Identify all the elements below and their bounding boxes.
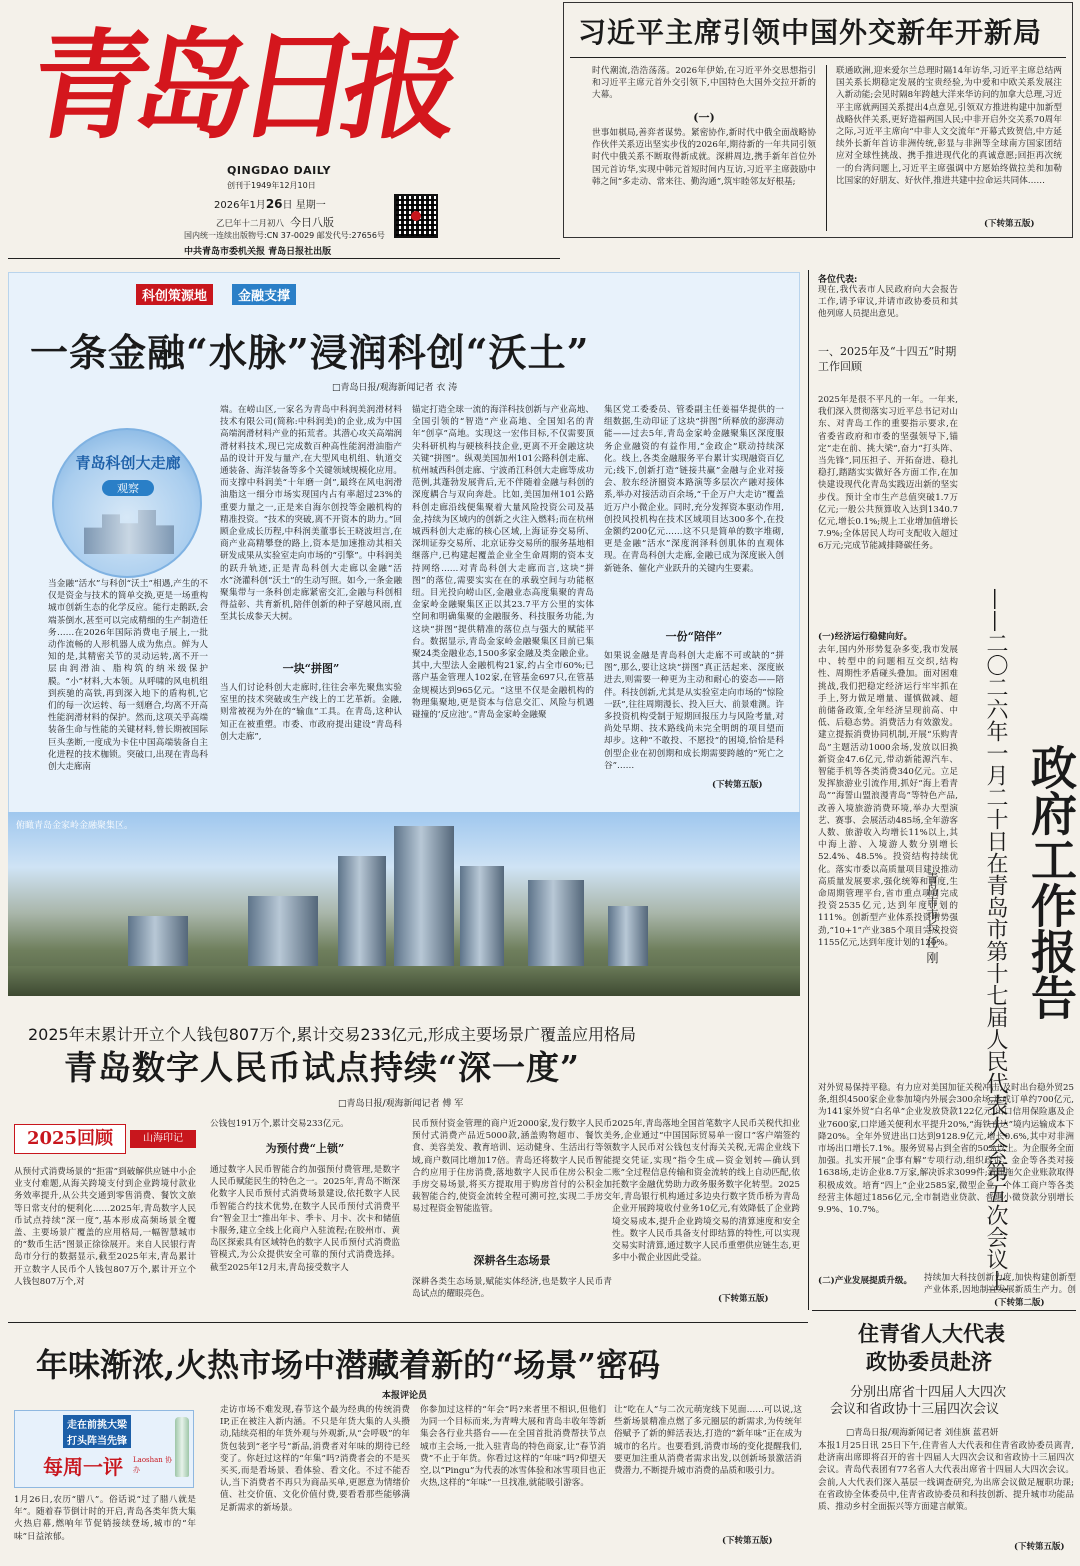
gov-section-1: 一、2025年及“十四五”时期工作回顾 (818, 345, 957, 373)
lead-section: (一) (693, 111, 715, 124)
logo-english: QINGDAO DAILY (227, 164, 332, 177)
science-byline: □青岛日报/观海新闻记者 衣 涛 (332, 383, 458, 393)
review-label: 2025回顾 (14, 1124, 126, 1154)
festival-col1: 1月26日,农历“腊八”。俗话说“过了腊八就是年”。随着春节倒计时的开启,青岛各类年货大集火热启幕,燃响年节促销接续登场,城市的“年味”日益浓郁。 (14, 1495, 196, 1542)
dc-continued[interactable]: (下转第五版) (718, 1294, 769, 1304)
issue-date: 2026年1月26日 星期一 (214, 197, 326, 211)
science-col1: 当金融“活水”与科创“沃土”相遇,产生的不仅是资金与技术的简单交换,更是一场重构城市创新生态的化学反应。能行走鹅跃,会端茶倒水,甚至可以完成精细的生产制造任务……在2026年国际消费电子展上,一批动作流畅的人形机器人成为焦点。鲜为人知的是,其精密关节的灵动运转,离不开一层由润滑油、脂构筑的纳米级保护膜。“小”材料,大本领。从呼啸的风电机组到疾驰的高铁,再到深入地下的盾构机,它们的每一次运转、每一刻磨合,均离不开高性能润滑材料的保护。然而,这项关乎高端装备生命与性能的关键材料,曾长期被国际巨头垄断,一度成为卡住中国高端装备自主化进程的技术枷锁。突破口,出现在青岛科创大走廊南 (48, 579, 208, 773)
gov-greeting: 各位代表: (818, 275, 858, 285)
gov-report (812, 270, 1078, 1296)
science-title[interactable]: 一条金融“水脉”浸润科创“沃土” (30, 330, 590, 375)
festival-title[interactable]: 年味渐浓,火热市场中潜藏着新的“场景”密码 (36, 1346, 660, 1384)
building (394, 826, 454, 976)
greenery (8, 966, 800, 996)
dc-col1: 从预付式消费场景的“拒雷”到破解供应链中小企业支付难题,从海关跨境支付到企业跨境付款业务效率提升,从公共交通到零售消费、餐饮文旅等日常支付的便利化……2025年,青岛数字人民币试点持续“深一度”,基本形成高频场景全覆盖、主要场景广覆盖的应用格局,一幅智慧城市的“数币生活”图景正徐徐展开。来自人民银行青岛市分行的数据显示,截至2025年末,青岛累计开立数字人民币个人钱包807万个,累计开立个人钱包807万个,对 (14, 1167, 196, 1287)
science-col4b: 如果说金融是青岛科创大走廊不可或缺的“拼图”,那么,要让这块“拼图”真正活起来、深度嵌进去,则需要一种更为主动和耐心的姿态——陪伴。科技创新,尤其是从实验室走向市场的“惊险一跃”,往往周期漫长、投入巨大、前景难测。许多投资机构受制于短期回报压力与风险考量,对尚处早期、技术路线尚未完全明朗的项目望而却步。这种“不敢投、不愿投”的困境,恰恰是科创型企业在初创期和成长期需要跨越的“死亡之谷”…… (604, 651, 784, 771)
section-tag: 科创策源地 (136, 284, 213, 305)
review-sub: 山海印记 (130, 1130, 196, 1148)
building (338, 856, 386, 976)
badge-sub: 观察 (102, 480, 154, 496)
badge-title: 青岛科创大走廊 (75, 454, 181, 472)
science-col3: 锚定打造全球一流的海洋科技创新与产业高地、全国引领的“智造”产业高地、全国知名的青年“创享”高地。实现这一宏伟目标,不仅需要顶尖科研机构与硬核科技企业,更离不开金融这块关键“拼图”。纵观美国加州101公路科创走廊、杭州城西科创走廊、宁波甬江科创大走廊等成功范例,其蓬勃发展背后,无不伴随着金融与科创的深度耦合与双向奔赴。比如,美国加州101公路科创走廊沿线便集聚着大量风险投资公司及基金,持续为区域内的创新之火注入燃料;而在杭州城西科创大走廊的核心区域,上海证券交易所、深圳证券交易所、北京证券交易所的服务基地相继落户,已构建起覆盖企业全生命周期的资本支持网络……对青岛科创大走廊而言,这块“拼图”的落位,需要实实在在的承载空间与功能枢纽。目光投向崂山区,金融业态高度集聚的青岛金家岭金融聚集区正以其23.7平方公里的实体空间和明确集聚的金融服务、科技服务功能,为这块“拼图”提供精准的落位点与强大的赋能平台。数据显示,青岛金家岭金融聚集区目前已集聚24类金融业态,1500多家金融及类金融企业。其中,大型法人金融机构21家,约占全市60%;已落户基金管理人102家,在管基金697只,在管基金规模达到965亿元。“这里不仅是金融机构的物理集聚地,更是资本与信息交汇、风险与机遇碰撞的‘反应池’。”青岛金家岭金融聚 (412, 405, 594, 721)
festival-col2: 走访市场不难发现,春节这个最为经典的传统消费IP,正在被注入新内涵。不只是年货大集的人头攒动,陆续亮相的年货外观与外观新,从“会呼吸”的年货包装到“老字号”新品,消费者对年味的期待已经变了。你赶过这样的“年集”吗?消费者会的不是买买买,而是看场景、看体验、看文化。不过不能否认,当下消费者不再只为商品买单,更愿意为情绪价值、社交价值、文化价值付费,要看看那些能够满足新需求的新场景。 (220, 1405, 410, 1513)
building (460, 866, 504, 976)
masthead (14, 8, 549, 258)
financial-district-photo (8, 812, 800, 996)
divider (808, 270, 809, 1310)
divider (8, 258, 560, 259)
weekly-slogan-1: 走在前挑大梁 (63, 1415, 131, 1432)
building (248, 896, 318, 976)
gov-intro: 现在,我代表市人民政府向大会报告工作,请予审议,并请市政协委员和其他列席人员提出意见。 (818, 285, 958, 320)
gov-col3: 对外贸易保持平稳。有力应对美国加征关税冲击,及时出台稳外贸25条,组织4500家企业参加境内外展会300余场,达成订单约700亿元,为141家外贸“白名单”企业发放贷款122亿元,出口信用保险惠及企业7600家,口岸通关便利水平提升20%,“海铁直达”境内运输成本下降20%。全年外贸进出口达到9128.9亿元,增长0.6%,其中对非洲市场出口增长7.1%。服务贸易占到全省的50%以上。为企服务全面加强。扎实开展“企事有解”专项行动,组织政企、金企等各类对接1638场,走访企业8.7万家,解决诉求3099件;清理拖欠企业账款取得积极成效。培育“四上”企业2585家,微型企业、个体工商户等各类经营主体超过1856亿元,全市制造业贷款、普惠小微贷款分别增长9.9%、10.7%。 (818, 1083, 1074, 1216)
lead-article (563, 2, 1073, 238)
weekly-review-banner (14, 1410, 194, 1488)
publication-number: 国内统一连续出版物号:CN 37-0029 邮发代号:27656号 (184, 231, 385, 240)
lead-col1: 时代潮流,浩浩荡荡。2026年伊始,在习近平外交思想指引和习近平主席元首外交引领下,中国特色大国外交拉开新的大幕。 (592, 66, 816, 101)
dc-col2: 公钱包191万个,累计交易233亿元。 (210, 1119, 349, 1129)
weekly-title: 每周一评 (43, 1455, 123, 1479)
lunar-date: 乙巳年十二月初八 今日八版 (216, 216, 335, 229)
gov-subhead-2: (二)产业发展提质升级。 (818, 1276, 913, 1286)
building (528, 880, 584, 976)
science-continued[interactable]: (下转第五版) (712, 780, 763, 790)
bottle-icon (175, 1417, 189, 1477)
gov-title[interactable]: 政府工作报告 (1024, 744, 1078, 1020)
science-col4: 集区党工委委员、管委副主任姜福华提供的一组数据,生动印证了这块“拼图”所释放的澎湃动能——过去5年,青岛金家岭金融聚集区深度服务企业融资的有益作用,“金政企”联动持续深化。线上,各类金融服务平台累计实现融资百亿元;线下,创新打造“链接共赢”金融与企业对接会、胶东经济圈资本路演等多层次产融对接体系,举办对接活动百余场,“千企万户大走访”覆盖近万户小微企业。同时,充分发挥资本驱动作用,创投风投机构在技术区域项目达300多个,在投金额约200亿元……这不只是简单的数字堆砌,更是金融“活水”深度润泽科创肌体的直观体现。在青岛科创大走廊,金融已成为深度嵌入创新链条、催化产业跃升的关键内生要素。 (604, 405, 784, 574)
dc-title[interactable]: 青岛数字人民币试点持续“深一度” (64, 1048, 580, 1087)
gov-col2: 去年,国内外形势复杂多变,我市发展中、转型中的问题相互交织,结构性、周期性矛盾碰头叠加。面对困难挑战,我们把稳定经济运行牢牢抓在手上,努力做足增量、谨慎做减、超前储备政策,全年经济呈现前高、中低、后稳态势。消费活力有效激发。建立提振消费协同机制,开展“乐购青岛”主题活动1000余场,发放以旧换新资金47.6亿元,带动新能源汽车、智能手机等各类消费340亿元。立足发挥旅游业引流作用,抓好“海上看青岛”“海誓山盟浪漫青岛”等特色产品,改善入境旅游消费环境,举办大型演艺、赛事、会展活动485场,全年游客人数、旅游收入均增长11%以上,其中海上游、入境游人数分别增长52.4%、48.5%。投资结构持续优化。落实市委以高质量项目建设推动高质量发展要求,强化统筹和调度,生命周期管理平台,省市重点项目完成投资2535亿元,达到年度计划的111%。创新型产业体系投资增势强劲,“10+1”产业385个项目完成投资1155亿元,达到年度计划的120%。 (818, 645, 958, 948)
gov-col1: 2025年是很不平凡的一年。一年来,我们深入贯彻落实习近平总书记对山东、对青岛工作的重要指示要求,在省委省政府和市委的坚强领导下,锚定“走在前、挑大梁”,奋力“打头阵、当先锋”,同压担子、开拓奋进、稳扎稳打,踏踏实实做好各方面工作,在加快建设现代化青岛实践迈出新的坚实步伐。预计全市生产总值突破1.7万亿元;一般公共预算收入达到1340.7亿元,增长0.1%;规上工业增加值增长7.9%;全体居民人均可支配收入超过6万元;完成节能减排降碳任务。 (818, 395, 958, 552)
dc-col4: 2025年,青岛落地全国首笔数字人民币关税代扣业务,企业通过“中国国际贸易单一窗口”客户端签约数字人民币对公钱包支付海关关税,无需企业线下提交凭证,实现“指令生成—资金划转—确认到账”全过程信息传输和资金流转的线上自动匹配,依托数字金融优势助力政务服务数字化转型。2025年,青岛银行机构通过多边央行数字货币桥为青岛企业开展跨境收付业务10亿元,有效降低了企业跨境交易成本,提升企业跨境交易的清算速度和安全性。数字人民币具备支付即结算的特性,可以实现交易实时清算,通过数字人民币重塑供应链生态,更多中小微企业因此受益。 (612, 1119, 800, 1264)
dc-col3: 民币预付资金管理的商户近2000家,发行数字人民币预付式消费产品近5000款,涵盖购物超市、餐饮美食、美容美发、教育培训、运动健身、生活出行等领域,商户数同比增加17倍。青岛还将数字人民币智能合约应用于住房消费,落地数字人民币住房公积金二手房交易场景,将买方提取用于购房首付的公积金加载智能合约,使资金流转全程可溯可控,实现二手房交易过程资金智能监管。 (412, 1119, 612, 1215)
divider (8, 1322, 808, 1323)
people-byline: □青岛日报/观海新闻记者 刘佳旗 蓝君妍 (846, 1428, 999, 1438)
newspaper-logo: 青岛日报 (19, 16, 461, 155)
science-subhead-1: 一块“拼图” (282, 662, 340, 675)
gov-author: 青岛市市长 任 刚 (925, 872, 939, 964)
gov-subhead-1: (一)经济运行稳健向好。 (818, 632, 913, 642)
dc-byline: □青岛日报/观海新闻记者 傅 军 (338, 1099, 464, 1109)
people-body: 本报1月25日讯 25日下午,住青省人大代表和住青省政协委员离青,赴济南出席即将召开的省十四届人大四次会议和省政协十三届四次会议。青岛代表团有77名省人大代表出席省十四届人大四次会议。会前,人大代表们深入基层一线调查研究,为出席会议做足履职功课;在省政协全体委员中,住青省政协委员和科技创新、提升城市功能品质、推动乡村全面振兴等方面建言献策。 (818, 1441, 1074, 1513)
founded-date: 创刊于1949年12月10日 (227, 181, 316, 190)
divider (812, 1310, 1076, 1311)
dc-col2b: 通过数字人民币智能合约加强预付费管理,是数字人民币赋能民生的特色之一。2025年,青岛不断深化数字人民币预付式消费场景建设,依托数字人民币智能合约技术优势,在数字人民币预付式消费平台“智金卫士”推出年卡、季卡、月卡、次卡和储值卡服务,建立全线上化商户入驻流程;在胶州市、黄岛区探索具有区域特色的数字人民币预付式消费监管模式,为公众提供安全可靠的预付式消费选择。截至2025年12月末,青岛接受数字人 (210, 1165, 400, 1273)
corridor-badge-icon (52, 428, 202, 578)
gov-continued[interactable]: (下转第二版) (994, 1298, 1045, 1308)
dc-col3b: 深耕各类生态场景,赋能实体经济,也是数字人民币青岛试点的耀眼亮色。 (412, 1277, 612, 1300)
dc-subhead-2: 深耕各生态场景 (473, 1254, 551, 1267)
review-tag (14, 1124, 196, 1154)
festival-col3: 你参加过这样的“年会”吗?来者里不相识,但他们为同一个目标而来,为青啤大展和青岛丰收年等新集会各行业共搭台——在全国首批消费帮扶节点城市主会场,一批入驻青岛的特色商家,让“春节消费”不止于年货。你看过这样的“年味”吗?仰望天空,以“Pingu”为代表的冰雪体验和冰雪项目也正火热,这样的“年味”一旦找准,就能吸引游客。 (420, 1405, 606, 1489)
weekly-sponsor: Laoshan 协办 (133, 1456, 173, 1474)
photo-caption: 俯瞰青岛金家岭金融聚集区。 (16, 821, 134, 831)
festival-continued[interactable]: (下转第五版) (722, 1536, 773, 1546)
science-subhead-2: 一份“陪伴” (665, 630, 723, 643)
gov-col3b: 持续加大科技创新力度,加快构建创新型产业体系,因地制宜发展新质生产力。创 (924, 1273, 1076, 1296)
lead-col2: 联通欧洲,迎来爱尔兰总理时隔14年访华,习近平主席总结两国关系长期稳定发展的宝贵经验,为中爱和中欧关系发展注入新动能;会见时隔8年跨越大洋来华访问的加拿大总理,习近平主席就两国关系提出4点意见,引领双方推进构建中加新型战略伙伴关系,更好造福两国人民;中非开启外交关系70周年之际,习近平主席向“中非人文交流年”开幕式致贺信,中方延续外长新年首访非洲传统,彰显与非洲等全球南方国家团结应对全球性挑战、携手推进现代化的真诚意愿;回拒再次统一的台湾问题上,习近平主席强调中方愿始终做拉美和加勒比国家的好朋友、好伙伴,推进共建中拉命运共同体…… (836, 66, 1062, 186)
publisher-line: 中共青岛市委机关报 青岛日报社出版 (184, 247, 332, 257)
lead-continued[interactable]: (下转第五版) (984, 219, 1035, 229)
people-continued[interactable]: (下转第五版) (1014, 1542, 1065, 1552)
lead-title[interactable]: 习近平主席引领中国外交新年开新局 (578, 16, 1043, 49)
divider (826, 65, 827, 231)
people-subtitle: 分别出席省十四届人大四次 会议和省政协十三届四次会议 (830, 1385, 1007, 1417)
lead-col1b: 世事如棋局,善弈者谋势。紧密协作,新时代中俄全面战略协作伙伴关系迈出坚实步伐的2026年,期待新的一年共同引领时代中俄关系不断取得新成就。深耕周边,携手新年首位外国元首访华,实现中韩元首短时间内互访,习近平主席鼓励中韩之间“多走动、常来往、勤沟通”,筑牢睦邻友好根基; (592, 128, 816, 187)
festival-col4: 让“吃在人”与二次元萌宠线下见面……可以说,这些新场景精准点燃了多元圈层的新需求,为传统年俗赋予了新的鲜活表达,打造的“新年味”正在成为城市的名片。也要看到,消费市场的变化提醒我们,要更加注重从消费者需求出发,以创新场景激活消费潜力,不断提升城市消费的品质和吸引力。 (614, 1405, 802, 1477)
divider (570, 57, 1066, 58)
section-tag-sub: 金融支撑 (232, 284, 296, 305)
skyline-icon (84, 510, 174, 554)
science-col2: 端。在崂山区,一家名为青岛中科润美润滑材料技术有限公司(简称:中科润美)的企业,成为中国高端润滑材料产业的拓荒者。其潜心攻关高端润滑材料技术,现已完成数百种高性能润滑油脂产品的设计开发与量产,在大型风电机组、轨道交通装备、海洋装备等多个关键领域规模化应用。而支撑中科润美“十年磨一剑”,最终在风电润滑油脂这一细分市场实现国内占有率超过23%的重要力量之一,正是来自海尔创投等金融机构的精准投资。“技术的突破,离不开资本的助力。”回顾企业成长历程,中科润美董事长王晓波坦言,在商产业高精攀登的路上,资本是加速推动其相关研发成果从实验室走向市场的“引擎”。中科润美的跃升轨迹,正是青岛科创大走廊以金融“活水”浇灌科创“沃土”的生动写照。如今,一条金融聚集带与一条科创走廊紧密交汇,金融与科创相得益彰、共育新机,陪伴创新的种子穿越风雨,直至其长成参天大树。 (220, 405, 402, 623)
weekly-slogan-2: 打头阵当先锋 (63, 1431, 131, 1448)
festival-byline: 本报评论员 (382, 1391, 428, 1401)
dc-pretitle: 2025年末累计开立个人钱包807万个,累计交易233亿元,形成主要场景广覆盖应用格局 (28, 1025, 636, 1044)
qr-code-icon[interactable] (394, 194, 438, 238)
dc-subhead-1: 为预付费“上锁” (265, 1142, 345, 1155)
science-col2b: 当人们讨论科创大走廊时,往往会率先聚焦实验室里的技术突破或生产线上的工艺革新。金融,则常被视为外在的“输血”工具。在青岛,这种认知正在被重塑。市委、市政府提出建设“青岛科创大走廊”, (220, 683, 402, 742)
gov-subtitle: ——二〇二六年一月二十日在青岛市第十七届人民代表大会第五次会议上 (983, 588, 1008, 1292)
people-title[interactable]: 住青省人大代表 政协委员赴济 (858, 1321, 1005, 1374)
